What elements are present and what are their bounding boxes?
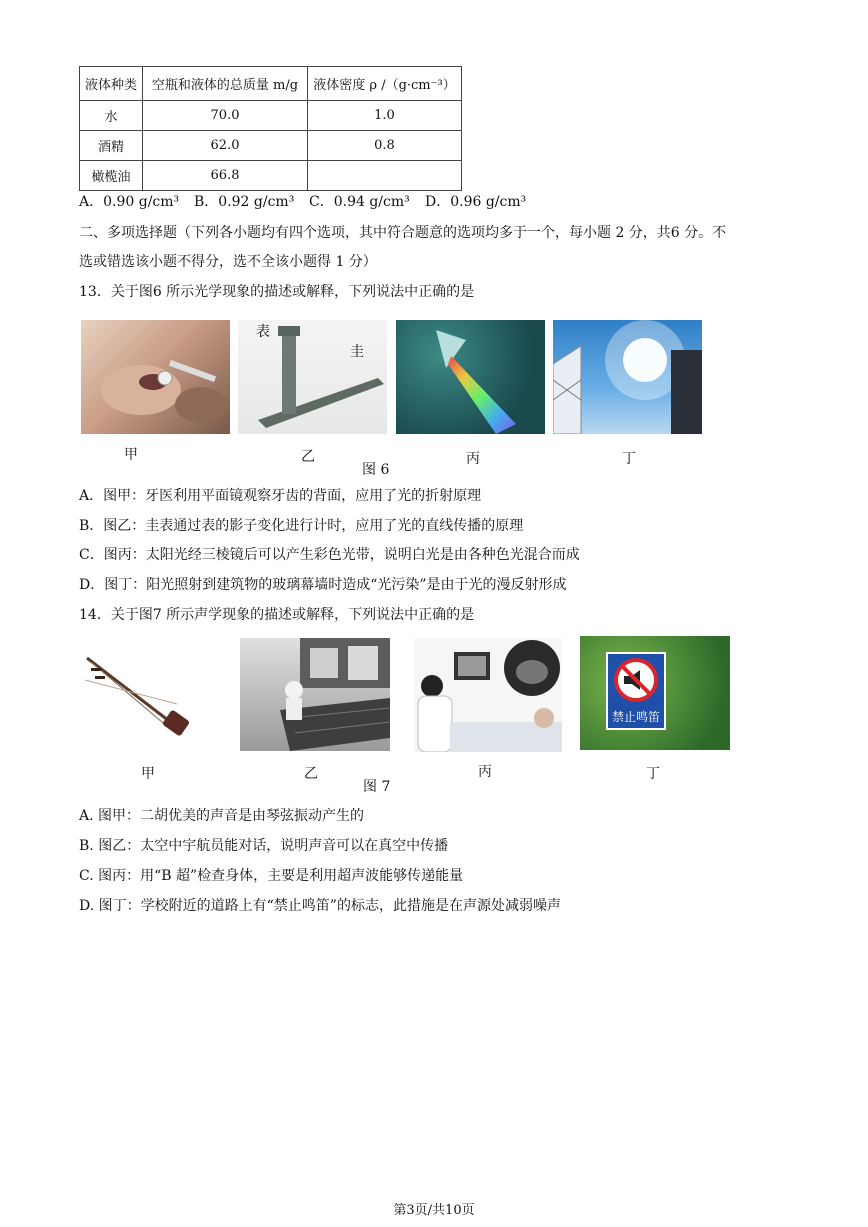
table-header-cell: 空瓶和液体的总质量 m/g [143,67,308,101]
b-ultrasound-image [414,638,562,752]
q12-option-c: C．0.94 g/cm³ [309,194,410,210]
no-honking-sign-text: 禁止鸣笛 [611,710,660,724]
density-table [79,66,462,191]
table-header-cell: 液体密度 ρ /（g·cm⁻³） [308,67,462,101]
table-cell: 酒精 [80,131,143,161]
q14-option-d: D. 图丁：学校附近的道路上有“禁止鸣笛”的标志，此措施是在声源处减弱噪声 [79,898,561,914]
fig6-label-ding: 丁 [622,451,636,467]
section2-line2: 选或错选该小题不得分，选不全该小题得 1 分） [79,254,377,270]
prism-image [396,320,545,434]
glass-building-image [553,320,702,434]
q14-stem: 14．关于图7 所示声学现象的描述或解释，下列说法中正确的是 [79,607,475,623]
sundial-label-gui: 圭 [350,344,364,360]
fig6-title: 图 6 [362,462,390,478]
table-cell: 66.8 [143,161,308,191]
glass-building-photo [553,320,702,434]
dentist-mirror-image [81,320,230,434]
q14-option-b: B. 图乙：太空中宇航员能对话，说明声音可以在真空中传播 [79,838,449,854]
sundial-photo [238,320,387,434]
table-cell: 0.8 [308,131,462,161]
q13-option-b: B．图乙：圭表通过表的影子变化进行计时，应用了光的直线传播的原理 [79,518,524,534]
table-cell: 橄榄油 [80,161,143,191]
prism-photo [396,320,545,434]
q12-option-a: A．0.90 g/cm³ [79,194,180,210]
section2-line1: 二、多项选择题（下列各小题均有四个选项，其中符合题意的选项均多于一个，每小题 2 分，共6 分。不 [79,225,727,241]
dentist-mirror-photo [81,320,230,434]
fig6-label-jia: 甲 [124,447,138,463]
astronaut-image [240,638,390,751]
table-cell: 水 [80,101,143,131]
sundial-label-biao: 表 [256,324,270,340]
no-honking-sign [606,652,666,730]
fig6-label-bing: 丙 [466,451,480,467]
table-cell: 62.0 [143,131,308,161]
q12-option-b: B．0.92 g/cm³ [194,194,295,210]
q13-stem: 13．关于图6 所示光学现象的描述或解释，下列说法中正确的是 [79,284,475,300]
table-header-cell: 液体种类 [80,67,143,101]
erhu-image [81,640,196,748]
q12-option-d: D．0.96 g/cm³ [425,194,527,210]
no-honking-photo [580,636,730,750]
b-ultrasound-photo [414,638,562,752]
q13-option-a: A．图甲：牙医利用平面镜观察牙齿的背面，应用了光的折射原理 [79,488,482,504]
q13-option-d: D．图丁：阳光照射到建筑物的玻璃幕墙时造成“光污染”是由于光的漫反射形成 [79,577,567,593]
fig7-title: 图 7 [363,779,391,795]
fig7-label-yi: 乙 [304,766,318,782]
table-row [80,131,462,161]
table-cell: 70.0 [143,101,308,131]
astronaut-photo [240,638,390,751]
erhu-photo [81,640,196,748]
q14-option-a: A. 图甲：二胡优美的声音是由琴弦振动产生的 [79,808,365,824]
fig7-label-ding: 丁 [646,766,660,782]
fig7-label-jia: 甲 [141,766,155,782]
table-header-row [80,67,462,101]
table-row [80,101,462,131]
table-cell: 1.0 [308,101,462,131]
page-number: 第3页/共10页 [393,1203,475,1218]
no-horn-icon [608,654,664,706]
q14-option-c: C. 图丙：用“B 超”检查身体，主要是利用超声波能够传递能量 [79,868,464,884]
fig7-label-bing: 丙 [478,764,492,780]
table-cell [308,161,462,191]
sundial-image [238,320,387,434]
q13-option-c: C．图丙：太阳光经三棱镜后可以产生彩色光带，说明白光是由各种色光混合而成 [79,547,580,563]
fig6-label-yi: 乙 [301,449,315,465]
table-row [80,161,462,191]
